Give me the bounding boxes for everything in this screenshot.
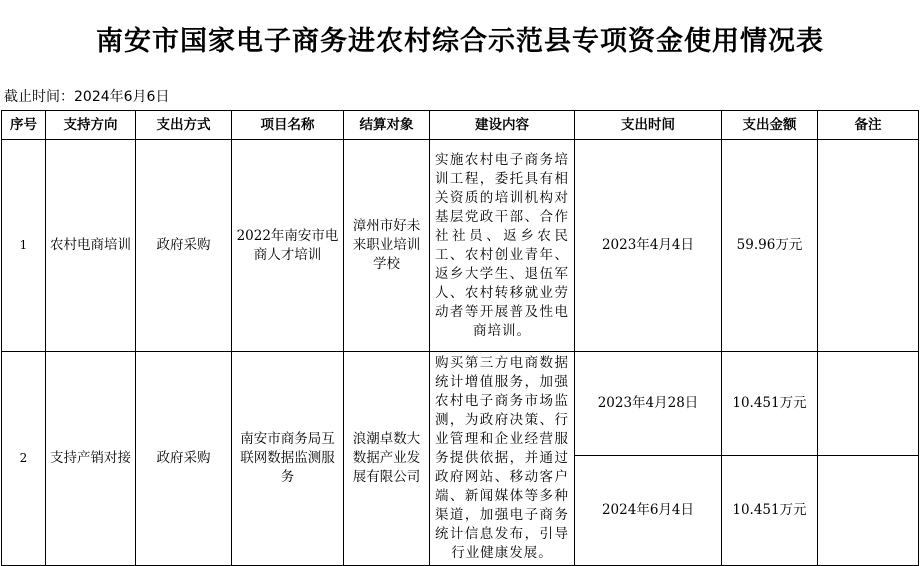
row-direction: 支持产销对接	[46, 352, 136, 566]
header-remark: 备注	[818, 111, 919, 140]
row-no: 1	[2, 140, 46, 352]
table-header-row	[2, 111, 919, 140]
header-payee: 结算对象	[344, 111, 430, 140]
row-method: 政府采购	[136, 140, 232, 352]
row-date: 2023年4月28日	[575, 352, 722, 456]
as-of-date: 截止时间：2024年6月6日	[4, 89, 170, 105]
header-direction: 支持方向	[46, 111, 136, 140]
header-amount: 支出金额	[722, 111, 818, 140]
table-row	[2, 140, 919, 352]
row-project: 南安市商务局互联网数据监测服务	[232, 352, 344, 566]
header-content: 建设内容	[430, 111, 575, 140]
header-date: 支出时间	[575, 111, 722, 140]
row-project: 2022年南安市电商人才培训	[232, 140, 344, 352]
row-content: 购买第三方电商数据统计增值服务，加强农村电子商务市场监测，为政府决策、行业管理和企业经营服务提供依据，并通过政府网站、移动客户端、新闻媒体等多种渠道，加强电子商务统计信息发布，引导行业健康发展。	[430, 352, 575, 566]
table-row	[2, 352, 919, 456]
row-payee: 漳州市好未来职业培训学校	[344, 140, 430, 352]
row-amount: 59.96万元	[722, 140, 818, 352]
row-direction: 农村电商培训	[46, 140, 136, 352]
row-method: 政府采购	[136, 352, 232, 566]
header-method: 支出方式	[136, 111, 232, 140]
row-payee: 浪潮卓数大数据产业发展有限公司	[344, 352, 430, 566]
row-date: 2023年4月4日	[575, 140, 722, 352]
row-date: 2024年6月4日	[575, 455, 722, 565]
row-remark	[818, 352, 919, 456]
page-title: 南安市国家电子商务进农村综合示范县专项资金使用情况表	[96, 26, 824, 57]
row-remark	[818, 455, 919, 565]
header-no: 序号	[2, 111, 46, 140]
row-amount: 10.451万元	[722, 352, 818, 456]
header-project: 项目名称	[232, 111, 344, 140]
row-content: 实施农村电子商务培训工程，委托具有相关资质的培训机构对基层党政干部、合作社社员、返乡农民工、农村创业青年、返乡大学生、退伍军人、农村转移就业劳动者等开展普及性电商培训。	[430, 140, 575, 352]
row-remark	[818, 140, 919, 352]
row-no: 2	[2, 352, 46, 566]
fund-usage-table	[1, 110, 919, 566]
row-amount: 10.451万元	[722, 455, 818, 565]
